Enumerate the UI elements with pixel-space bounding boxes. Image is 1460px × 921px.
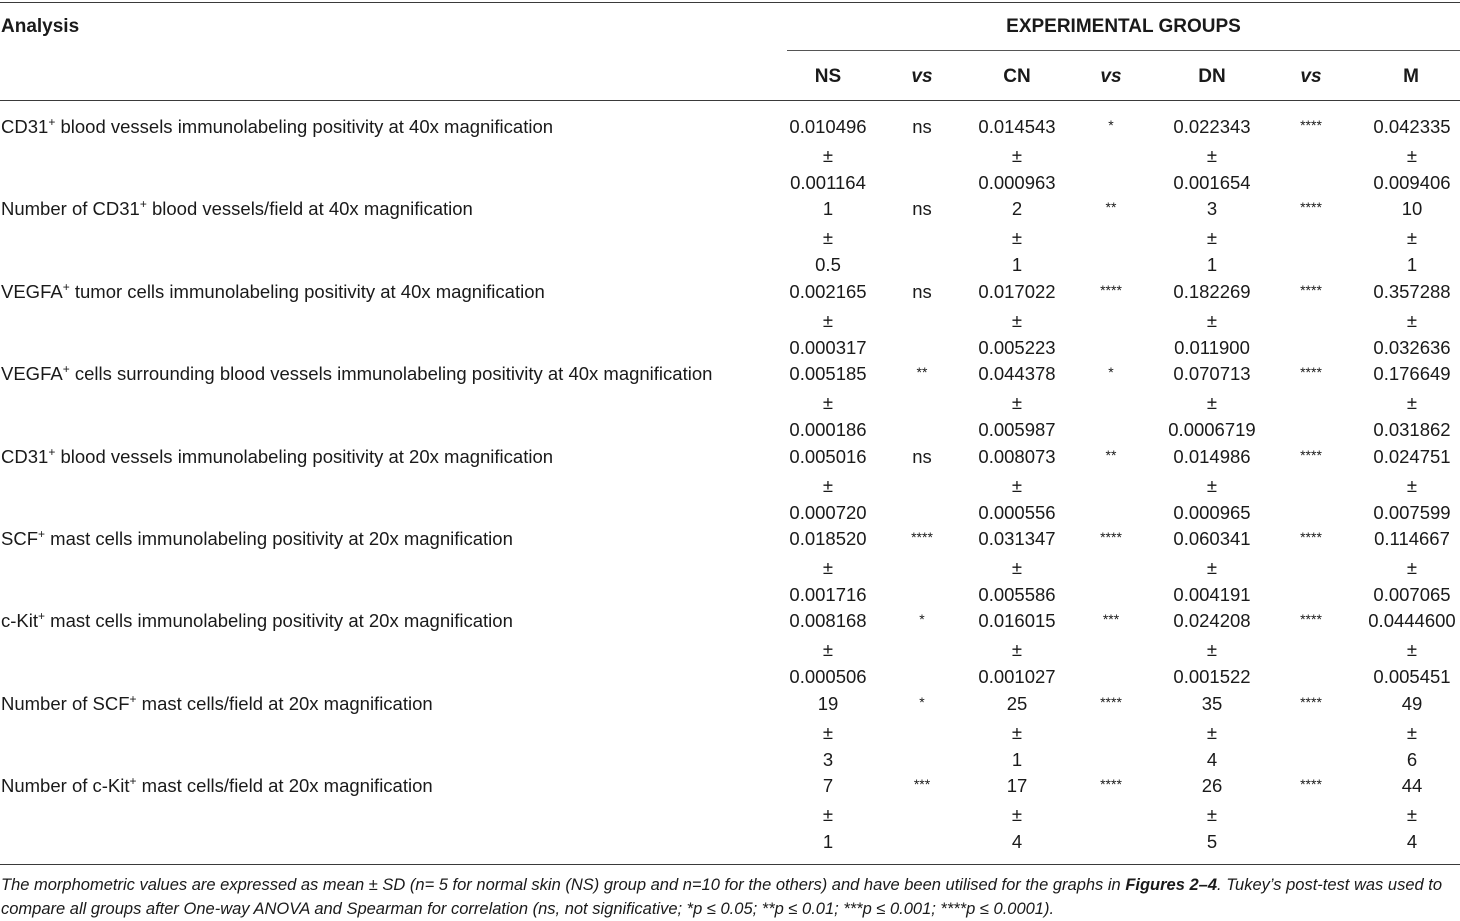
significance-2: ***: [1102, 611, 1120, 628]
cell-m-plus-minus: ±: [1406, 557, 1418, 578]
cell-m-mean: 0.0444600: [1368, 610, 1456, 632]
cell-dn-sd: 0.0006719: [1168, 419, 1256, 441]
cell-ns-sd: 0.001164: [790, 172, 866, 193]
row-label-text: CD31: [1, 445, 49, 467]
cell-cn-sd: 0.005586: [978, 584, 1056, 605]
significance-2: ****: [1100, 281, 1122, 298]
significance-1: ns: [912, 445, 932, 467]
groups-header-rule: [787, 50, 1460, 51]
row-label-text: mast cells immunolabeling positivity at 20x magnification: [45, 528, 513, 549]
cell-dn-sd: 0.001522: [1173, 666, 1251, 688]
cell-m-sd: 0.005451: [1373, 666, 1451, 688]
significance-1: ns: [912, 198, 932, 220]
table-row: [0, 186, 1460, 276]
row-label-text: VEGFA: [1, 363, 63, 385]
cell-m-sd: 0.007599: [1373, 501, 1451, 523]
table-row: [0, 516, 1460, 605]
table-row: [0, 351, 1460, 441]
row-label: [1, 528, 513, 550]
row-label-superscript: +: [129, 691, 137, 706]
table-row: [0, 763, 1460, 853]
cell-dn-sd: 4: [1206, 748, 1218, 770]
cell-cn-sd: 1: [1011, 748, 1023, 770]
row-label-text: Number of SCF: [1, 692, 130, 714]
cell-dn-mean: 3: [1206, 198, 1218, 220]
significance-3: ****: [1300, 446, 1322, 463]
row-label-text: blood vessels immunolabeling positivity at 20x magnification: [55, 445, 554, 467]
row-label-superscript: +: [139, 197, 147, 212]
cell-cn-plus-minus: ±: [1011, 557, 1023, 578]
column-header-vs-1: vs: [911, 66, 933, 87]
cell-cn-mean: 17: [1006, 775, 1028, 797]
cell-ns-sd: 1: [822, 831, 834, 853]
significance-3: ****: [1300, 611, 1322, 628]
significance-3: ****: [1300, 776, 1322, 793]
cell-cn-plus-minus: ±: [1011, 721, 1023, 743]
table-footnote: [1, 873, 1459, 921]
footnote-text-1: The morphometric values are expressed as mean ± SD (n= 5 for normal skin (NS) group and n=10 for the others) and have been utilised for the graphs in: [1, 876, 1126, 894]
cell-m-plus-minus: ±: [1406, 474, 1418, 496]
row-label-superscript: +: [38, 526, 46, 541]
significance-1: ***: [913, 776, 931, 793]
cell-dn-plus-minus: ±: [1206, 474, 1218, 496]
cell-cn-mean: 0.017022: [978, 280, 1056, 302]
cell-cn-mean: 0.008073: [978, 445, 1056, 467]
row-label-superscript: +: [48, 114, 56, 129]
cell-m-mean: 0.024751: [1373, 445, 1451, 467]
cell-m-plus-minus: ±: [1406, 721, 1418, 743]
cell-m-mean: 0.042335: [1373, 116, 1451, 137]
cell-m-plus-minus: ±: [1406, 309, 1418, 331]
table-row: [0, 681, 1460, 770]
cell-ns-mean: 7: [822, 775, 834, 797]
row-label-text: CD31: [1, 116, 49, 137]
cell-cn-plus-minus: ±: [1011, 309, 1023, 331]
table-row: [0, 104, 1460, 193]
cell-ns-sd: 0.000720: [789, 501, 867, 523]
significance-3: ****: [1300, 199, 1322, 216]
cell-ns-mean: 0.002165: [789, 280, 867, 302]
significance-2: ****: [1100, 693, 1122, 710]
row-label: [1, 610, 513, 632]
significance-3: ****: [1300, 281, 1322, 298]
cell-dn-sd: 0.000965: [1173, 501, 1251, 523]
cell-m-mean: 44: [1401, 775, 1423, 797]
cell-m-sd: 0.007065: [1373, 584, 1451, 605]
table-row: [0, 269, 1460, 358]
cell-ns-plus-minus: ±: [822, 557, 834, 578]
cell-dn-plus-minus: ±: [1206, 557, 1218, 578]
cell-m-mean: 0.114667: [1374, 528, 1450, 549]
cell-ns-plus-minus: ±: [822, 227, 834, 249]
cell-ns-plus-minus: ±: [822, 474, 834, 496]
row-label-superscript: +: [38, 609, 46, 624]
cell-cn-mean: 2: [1011, 198, 1023, 220]
cell-ns-plus-minus: ±: [822, 721, 834, 743]
significance-2: ****: [1100, 776, 1122, 793]
cell-cn-sd: 0.005987: [978, 419, 1056, 441]
cell-m-sd: 1: [1406, 254, 1418, 276]
significance-1: *: [919, 693, 925, 710]
cell-ns-plus-minus: ±: [822, 145, 834, 166]
cell-m-mean: 0.176649: [1373, 363, 1451, 385]
significance-1: ****: [911, 529, 933, 545]
cell-dn-plus-minus: ±: [1206, 392, 1218, 414]
cell-dn-mean: 0.182269: [1173, 280, 1251, 302]
row-label-superscript: +: [62, 279, 70, 294]
table-bottom-rule: [0, 864, 1460, 865]
cell-m-plus-minus: ±: [1406, 639, 1418, 661]
cell-dn-sd: 0.004191: [1173, 584, 1251, 605]
cell-cn-plus-minus: ±: [1011, 392, 1023, 414]
significance-2: **: [1105, 199, 1117, 216]
cell-cn-mean: 0.044378: [978, 363, 1056, 385]
cell-m-plus-minus: ±: [1406, 145, 1418, 166]
cell-dn-mean: 0.014986: [1173, 445, 1251, 467]
row-label-text: c-Kit: [1, 610, 38, 632]
cell-ns-mean: 0.005016: [789, 445, 867, 467]
row-label-text: Number of c-Kit: [1, 775, 130, 797]
row-label: [1, 198, 473, 220]
significance-3: ****: [1300, 529, 1322, 545]
analysis-header: Analysis: [1, 16, 80, 37]
cell-cn-mean: 25: [1006, 692, 1028, 714]
column-header-cn: CN: [1003, 66, 1031, 87]
cell-dn-mean: 0.022343: [1173, 116, 1251, 137]
cell-ns-mean: 19: [817, 692, 839, 714]
row-label-text: blood vessels immunolabeling positivity at 40x magnification: [55, 116, 554, 137]
cell-ns-plus-minus: ±: [822, 392, 834, 414]
row-label: [1, 363, 712, 385]
cell-dn-plus-minus: ±: [1206, 309, 1218, 331]
table-top-rule: [0, 2, 1460, 3]
table-row: [0, 434, 1460, 523]
cell-m-plus-minus: ±: [1406, 392, 1418, 414]
cell-cn-mean: 0.016015: [978, 610, 1056, 632]
cell-dn-sd: 0.001654: [1173, 172, 1251, 193]
cell-m-sd: 4: [1406, 831, 1418, 853]
cell-m-plus-minus: ±: [1406, 227, 1418, 249]
cell-dn-mean: 0.024208: [1173, 610, 1251, 632]
row-label-superscript: +: [129, 774, 137, 789]
cell-cn-mean: 0.031347: [978, 528, 1056, 549]
cell-ns-sd: 0.000186: [789, 419, 867, 441]
cell-cn-sd: 0.000556: [978, 501, 1056, 523]
cell-ns-sd: 0.001716: [789, 584, 867, 605]
cell-cn-plus-minus: ±: [1011, 474, 1023, 496]
row-label-superscript: +: [62, 362, 70, 377]
footnote-figure-reference: Figures 2–4: [1125, 876, 1218, 894]
row-label: [1, 281, 545, 303]
cell-cn-plus-minus: ±: [1011, 804, 1023, 826]
significance-1: ns: [912, 116, 932, 137]
row-label: [1, 775, 433, 797]
cell-cn-sd: 4: [1011, 831, 1023, 853]
cell-cn-sd: 1: [1011, 254, 1023, 276]
row-label-text: blood vessels/field at 40x magnification: [146, 198, 473, 220]
row-label: [1, 693, 433, 715]
row-label-text: SCF: [1, 528, 38, 549]
row-label-text: Number of CD31: [1, 198, 140, 220]
row-label-text: mast cells immunolabeling positivity at 20x magnification: [45, 610, 513, 632]
row-label: [1, 116, 553, 138]
cell-ns-plus-minus: ±: [822, 639, 834, 661]
column-header-vs-3: vs: [1300, 66, 1322, 87]
row-label: [1, 446, 553, 468]
significance-2: *: [1108, 364, 1114, 381]
cell-dn-plus-minus: ±: [1206, 721, 1218, 743]
significance-2: *: [1108, 117, 1114, 133]
cell-cn-plus-minus: ±: [1011, 639, 1023, 661]
cell-dn-mean: 0.060341: [1173, 528, 1251, 549]
cell-dn-mean: 35: [1201, 692, 1223, 714]
cell-ns-mean: 1: [822, 198, 834, 220]
experimental-groups-header: EXPERIMENTAL GROUPS: [1006, 16, 1241, 37]
significance-1: ns: [912, 280, 932, 302]
cell-m-sd: 0.032636: [1373, 336, 1451, 358]
cell-ns-sd: 3: [822, 748, 834, 770]
cell-dn-plus-minus: ±: [1206, 227, 1218, 249]
significance-2: ****: [1100, 529, 1122, 545]
cell-cn-mean: 0.014543: [978, 116, 1056, 137]
significance-3: ****: [1300, 117, 1322, 133]
cell-m-mean: 0.357288: [1373, 280, 1451, 302]
cell-dn-mean: 26: [1201, 775, 1223, 797]
header-bottom-rule: [0, 100, 1460, 101]
cell-dn-plus-minus: ±: [1206, 145, 1218, 166]
cell-ns-mean: 0.018520: [789, 528, 867, 549]
significance-2: **: [1105, 446, 1117, 463]
row-label-text: mast cells/field at 20x magnification: [136, 692, 433, 714]
table-row: [0, 598, 1460, 688]
column-header-dn: DN: [1198, 66, 1226, 87]
cell-cn-sd: 0.000963: [978, 172, 1056, 193]
column-header-m: M: [1403, 66, 1419, 87]
cell-dn-sd: 1: [1206, 254, 1218, 276]
cell-m-sd: 6: [1406, 748, 1418, 770]
cell-ns-mean: 0.008168: [789, 610, 867, 632]
cell-m-sd: 0.009406: [1373, 172, 1451, 193]
row-label-superscript: +: [48, 444, 56, 459]
cell-cn-plus-minus: ±: [1011, 227, 1023, 249]
cell-dn-plus-minus: ±: [1206, 639, 1218, 661]
row-label-text: tumor cells immunolabeling positivity at 40x magnification: [69, 280, 545, 302]
cell-ns-plus-minus: ±: [822, 309, 834, 331]
cell-dn-plus-minus: ±: [1206, 804, 1218, 826]
cell-ns-sd: 0.5: [815, 254, 841, 276]
column-header-vs-2: vs: [1100, 66, 1122, 87]
column-header-ns: NS: [814, 66, 842, 87]
cell-cn-sd: 0.001027: [978, 666, 1056, 688]
significance-1: *: [919, 611, 925, 628]
cell-m-sd: 0.031862: [1373, 419, 1451, 441]
cell-ns-plus-minus: ±: [822, 804, 834, 826]
cell-ns-sd: 0.000317: [789, 336, 867, 358]
cell-dn-sd: 0.011900: [1174, 336, 1250, 358]
significance-3: ****: [1300, 693, 1322, 710]
cell-m-mean: 49: [1401, 692, 1423, 714]
cell-dn-sd: 5: [1206, 831, 1218, 853]
row-label-text: mast cells/field at 20x magnification: [136, 775, 433, 797]
cell-m-mean: 10: [1401, 198, 1423, 220]
row-label-text: cells surrounding blood vessels immunolabeling positivity at 40x magnification: [69, 363, 713, 385]
significance-3: ****: [1300, 364, 1322, 381]
cell-cn-plus-minus: ±: [1011, 145, 1023, 166]
row-label-text: VEGFA: [1, 280, 63, 302]
significance-1: **: [916, 364, 928, 381]
footnote-text-2: . Tukey’s post-test was used to compare all groups after One-way ANOVA and Spearman for correlation (ns, not significative; *p ≤ 0.05; **p ≤ 0.01; ***p ≤ 0.001; ****p ≤ 0.0001).: [1, 876, 1443, 918]
cell-ns-sd: 0.000506: [789, 666, 867, 688]
cell-cn-sd: 0.005223: [978, 336, 1056, 358]
cell-m-plus-minus: ±: [1406, 804, 1418, 826]
cell-ns-mean: 0.005185: [789, 363, 867, 385]
cell-ns-mean: 0.010496: [789, 116, 867, 137]
cell-dn-mean: 0.070713: [1173, 363, 1251, 385]
